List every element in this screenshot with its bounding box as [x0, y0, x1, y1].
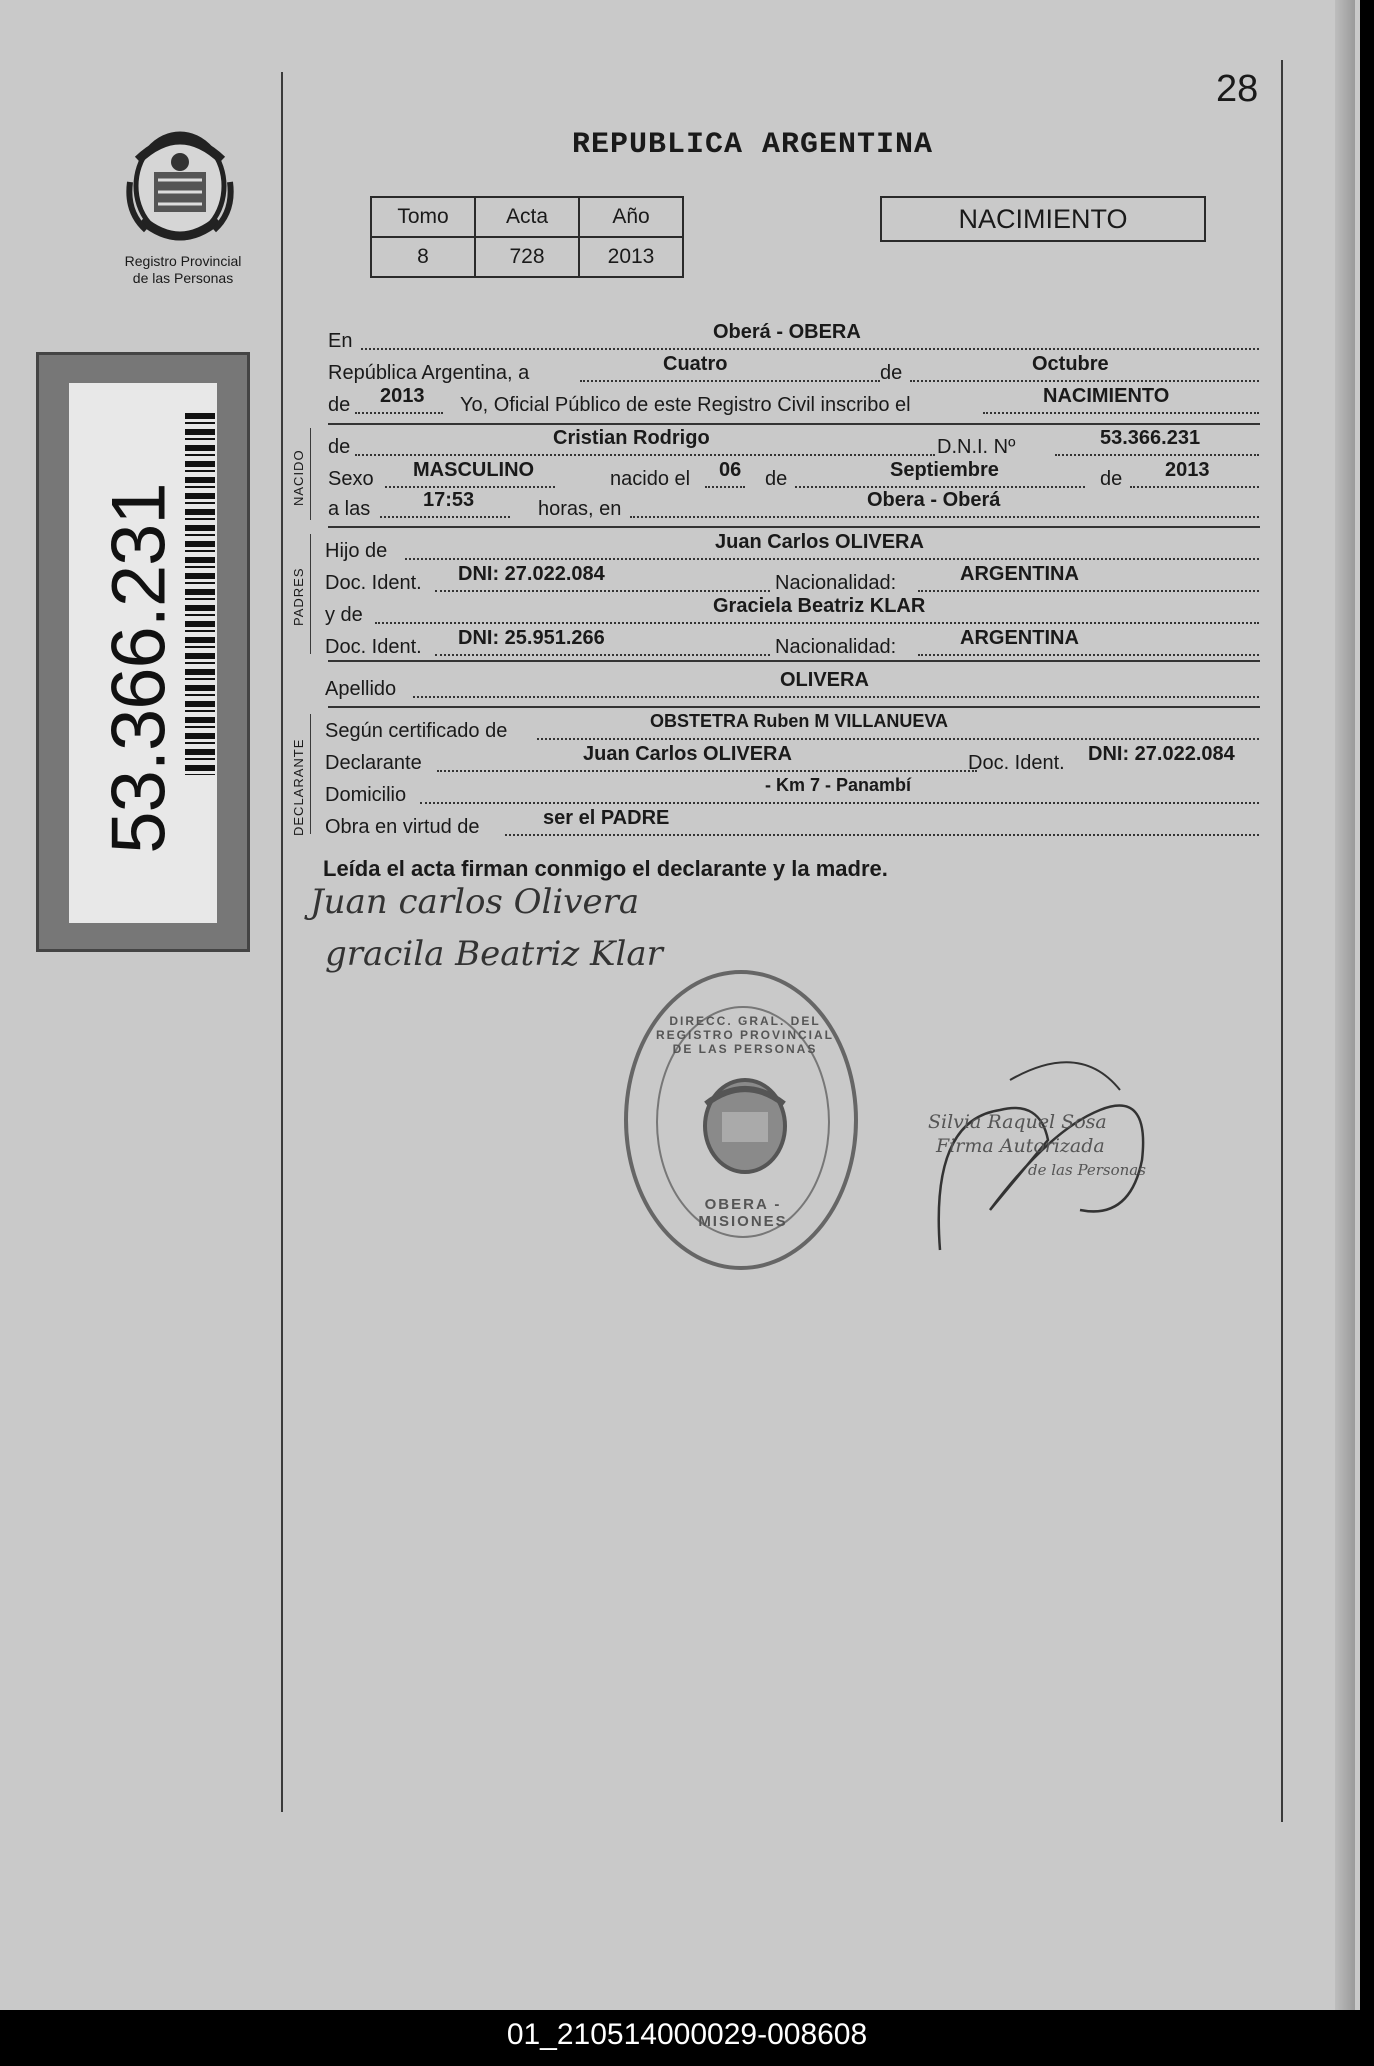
value-location: Oberá - OBERA: [713, 321, 861, 343]
value-certificado: OBSTETRA Ruben M VILLANUEVA: [650, 711, 948, 731]
label-de-birth-year: de: [1100, 468, 1123, 490]
label-alas: a las: [328, 498, 371, 520]
value-day: Cuatro: [663, 353, 728, 375]
label-certificado: Según certificado de: [325, 720, 508, 742]
value-declarante: Juan Carlos OLIVERA: [583, 743, 792, 765]
page-title: REPUBLICA ARGENTINA: [572, 128, 934, 162]
province-seal-logo: [124, 120, 236, 252]
table-header-tomo: Tomo: [371, 197, 475, 237]
label-domicilio: Domicilio: [325, 784, 407, 806]
label-de-name: de: [328, 436, 351, 458]
official-stamp-text: [928, 1110, 1146, 1182]
section-padres-label: PADRES: [291, 567, 306, 626]
value-father-nat: ARGENTINA: [960, 563, 1079, 585]
label-hijo-de: Hijo de: [325, 540, 388, 562]
value-birth-year: 2013: [1165, 459, 1210, 481]
registry-table: [370, 196, 684, 278]
label-intro: Yo, Oficial Público de este Registro Civil inscribo el: [460, 394, 911, 416]
closing-statement: Leída el acta firman conmigo el declarante y la madre.: [323, 856, 888, 881]
row-obra: [325, 807, 1259, 844]
value-domicilio: - Km 7 - Panambí: [765, 775, 912, 795]
label-de-year: de: [328, 394, 351, 416]
value-mother-nat: ARGENTINA: [960, 627, 1079, 649]
label-obra: Obra en virtud de: [325, 816, 480, 838]
label-horas: horas, en: [538, 498, 622, 520]
value-obra: ser el PADRE: [543, 807, 670, 829]
stamp-inner-text: OBERA - MISIONES: [698, 1196, 788, 1230]
label-nacido-el: nacido el: [610, 468, 691, 490]
table-header-anio: Año: [579, 197, 683, 237]
label-father-nat: Nacionalidad:: [775, 572, 897, 594]
label-mother-nat: Nacionalidad:: [775, 636, 897, 658]
table-value-acta: 728: [475, 237, 579, 277]
label-de-month: de: [880, 362, 903, 384]
row-apellido: [325, 669, 1259, 706]
page-number: 28: [1216, 68, 1259, 110]
official-stamp: [624, 970, 858, 1270]
label-dni: D.N.I. Nº: [937, 436, 1016, 458]
registry-label-line2: de las Personas: [132, 270, 234, 286]
barcode-bars: [185, 413, 215, 775]
registry-label: [108, 253, 258, 287]
signature-mother: gracila Beatriz Klar: [325, 934, 663, 974]
value-birth-place: Obera - Oberá: [867, 489, 1001, 511]
official-title: Firma Autorizada: [936, 1135, 1105, 1157]
record-type-box: NACIMIENTO: [880, 196, 1206, 242]
label-father-doc: Doc. Ident.: [325, 572, 422, 594]
value-mother-doc: DNI: 25.951.266: [458, 627, 605, 649]
left-margin-line: [281, 72, 283, 1812]
value-sexo: MASCULINO: [413, 459, 535, 481]
value-declarante-doc: DNI: 27.022.084: [1088, 743, 1235, 765]
row-intro: [325, 385, 1259, 422]
section-nacido-label: NACIDO: [291, 449, 306, 506]
label-apellido: Apellido: [325, 678, 397, 700]
label-declarante: Declarante: [325, 752, 422, 774]
row-nacido-time: [325, 489, 1259, 526]
value-birth-time: 17:53: [423, 489, 475, 511]
value-birth-day: 06: [719, 459, 742, 481]
table-value-tomo: 8: [371, 237, 475, 277]
label-en: En: [328, 330, 353, 352]
table-value-anio: 2013: [579, 237, 683, 277]
row-location: [325, 321, 1259, 358]
value-month: Octubre: [1032, 353, 1109, 375]
value-mother-name: Graciela Beatriz KLAR: [713, 595, 926, 617]
label-country: República Argentina, a: [328, 362, 530, 384]
barcode-number: 53.366.231: [96, 483, 182, 854]
value-child-dni: 53.366.231: [1100, 427, 1201, 449]
section-declarante-label: DECLARANTE: [291, 738, 306, 836]
page-edge-shadow: [1335, 0, 1355, 2010]
value-apellido: OLIVERA: [780, 669, 869, 691]
value-birth-month: Septiembre: [890, 459, 999, 481]
registry-label-line1: Registro Provincial: [124, 253, 242, 269]
row-domicilio: [325, 775, 1259, 812]
right-margin-line: [1281, 60, 1283, 1822]
official-dept: de las Personas: [1028, 1161, 1146, 1179]
signature-declarante: Juan carlos Olivera: [310, 882, 640, 922]
label-sexo: Sexo: [328, 468, 374, 490]
image-caption: 01_210514000029-008608: [506, 2018, 868, 2051]
value-child-name: Cristian Rodrigo: [553, 427, 710, 449]
label-y-de: y de: [325, 604, 363, 626]
value-record: NACIMIENTO: [1043, 385, 1170, 407]
barcode-inner: [69, 383, 217, 923]
label-de-birth-month: de: [765, 468, 788, 490]
stamp-outer-text: DIRECC. GRAL. DEL REGISTRO PROVINCIAL DE LAS PERSONAS: [655, 1014, 834, 1056]
barcode-label: [36, 352, 250, 952]
value-father-doc: DNI: 27.022.084: [458, 563, 605, 585]
label-mother-doc: Doc. Ident.: [325, 636, 422, 658]
value-father-name: Juan Carlos OLIVERA: [715, 531, 924, 553]
value-year: 2013: [380, 385, 425, 407]
stamp-seal-icon: [696, 1074, 794, 1178]
label-declarante-doc: Doc. Ident.: [968, 752, 1065, 774]
table-header-acta: Acta: [475, 197, 579, 237]
official-name: Silvia Raquel Sosa: [928, 1111, 1107, 1133]
